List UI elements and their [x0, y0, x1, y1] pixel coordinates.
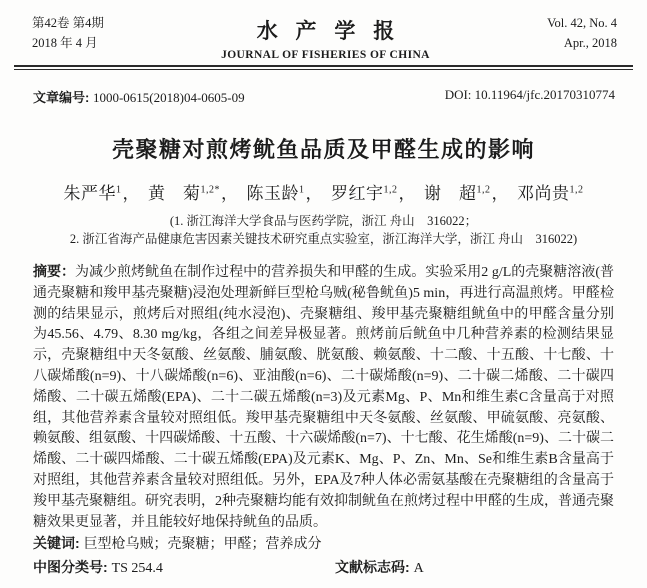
keywords-label: 关键词:	[33, 535, 84, 552]
clc-number	[33, 557, 335, 580]
doi: DOI: 10.11964/jfc.20170310774	[444, 87, 615, 102]
journal-date-cn: 2018 年 4 月	[32, 36, 98, 50]
keywords	[33, 533, 614, 556]
affiliations	[0, 213, 647, 248]
affiliation-line: (1. 浙江海洋大学食品与医药学院，浙江 舟山 316022；	[169, 214, 478, 228]
article-number-value: 1000-0615(2018)04-0605-09	[92, 90, 245, 105]
journal-title-cn: 水产学报	[256, 20, 413, 43]
abstract	[33, 261, 614, 533]
journal-issue-cn: 第42卷 第4期	[32, 16, 104, 30]
abstract-text: 为减少煎烤鱿鱼在制作过程中的营养损失和甲醛的生成。实验采用2 g/L的壳聚糖溶液(普通壳聚糖和羧甲基壳聚糖)浸泡处理新鲜巨型枪乌贼(秘鲁鱿鱼)5 min，再进行高温煎烤。甲醛检测的结果显示，煎烤后对照组(纯水浸泡)、壳聚糖组、羧甲基壳聚糖组鱿鱼中的甲醛含量分别为45.56、4.79、8.30 mg/kg，各组之间差异极显著。煎烤前后鱿鱼中几种营养素的检测结果显示，壳聚糖组中天冬氨酸、丝氨酸、脯氨酸、胱氨酸、赖氨酸、十二酸、十五酸、十七酸、十八碳烯酸(n=9)、十八碳烯酸(n=6)、亚油酸(n=6)、二十碳烯酸(n=9)、二十碳二烯酸、二十碳四烯酸、二十碳五烯酸(EPA)、二十二碳五烯酸(n=3)及元素Mg、P、Mn和维生素C含量高于对照组，其他营养素含量较对照组低。羧甲基壳聚糖组中天冬氨酸、丝氨酸、甲硫氨酸、亮氨酸、赖氨酸、组氨酸、十四碳烯酸、十五酸、十六碳烯酸(n=7)、十七酸、花生烯酸(n=9)、二十碳二烯酸、二十碳四烯酸、二十碳五烯酸(EPA)及元素K、Mg、P、Zn、Mn、Se和维生素B含量高于对照组，其他营养素含量较对照组低。另外，EPA及7种人体必需氨基酸在壳聚糖组的含量高于羧甲基壳聚糖组。研究表明，2种壳聚糖均能有效抑制鱿鱼在煎烤过程中甲醛的生成，普通壳聚糖效果更显著，并且能较好地保持鱿鱼的品质。	[33, 265, 614, 530]
meta-row	[0, 87, 647, 106]
journal-title-block	[221, 15, 430, 61]
journal-issue-block	[32, 13, 104, 53]
journal-vol-en: Vol. 42, No. 4	[547, 16, 617, 30]
author-name: 黄 菊$^{1,2*}$，	[148, 184, 239, 203]
author-name: 罗红宇$^{1,2}$，	[331, 184, 416, 203]
classification-row	[33, 557, 614, 580]
keywords-text: 巨型枪乌贼；壳聚糖；甲醛；营养成分	[83, 537, 322, 553]
article-number-label: 文章编号:	[33, 90, 93, 105]
author-name: 邓尚贵$^{1,2}$	[517, 184, 584, 203]
header-double-rule	[14, 65, 633, 70]
clc-value: TS 254.4	[111, 561, 163, 577]
document-code	[335, 557, 424, 580]
abstract-label: 摘要：	[33, 263, 76, 279]
author-name: 谢 超$^{1,2}$，	[424, 184, 509, 203]
affiliation-line: 2. 浙江省海产品健康危害因素关键技术研究重点实验室，浙江海洋大学，浙江 舟山 316022)	[69, 231, 578, 246]
author-name: 朱严华$^1$，	[63, 184, 140, 203]
author-name: 陈玉龄$^1$，	[246, 184, 323, 203]
journal-title-en: JOURNAL OF FISHERIES OF CHINA	[221, 49, 430, 61]
document-code-value: A	[413, 561, 424, 577]
document-code-label: 文献标志码:	[335, 559, 414, 576]
article-number	[33, 87, 245, 106]
journal-vol-block	[547, 13, 617, 53]
authors-line	[0, 179, 647, 204]
journal-date-en: Apr., 2018	[563, 36, 617, 50]
journal-header	[0, 0, 647, 61]
article-title: 壳聚糖对煎烤鱿鱼品质及甲醛生成的影响	[111, 137, 535, 162]
clc-label: 中图分类号:	[33, 559, 112, 576]
